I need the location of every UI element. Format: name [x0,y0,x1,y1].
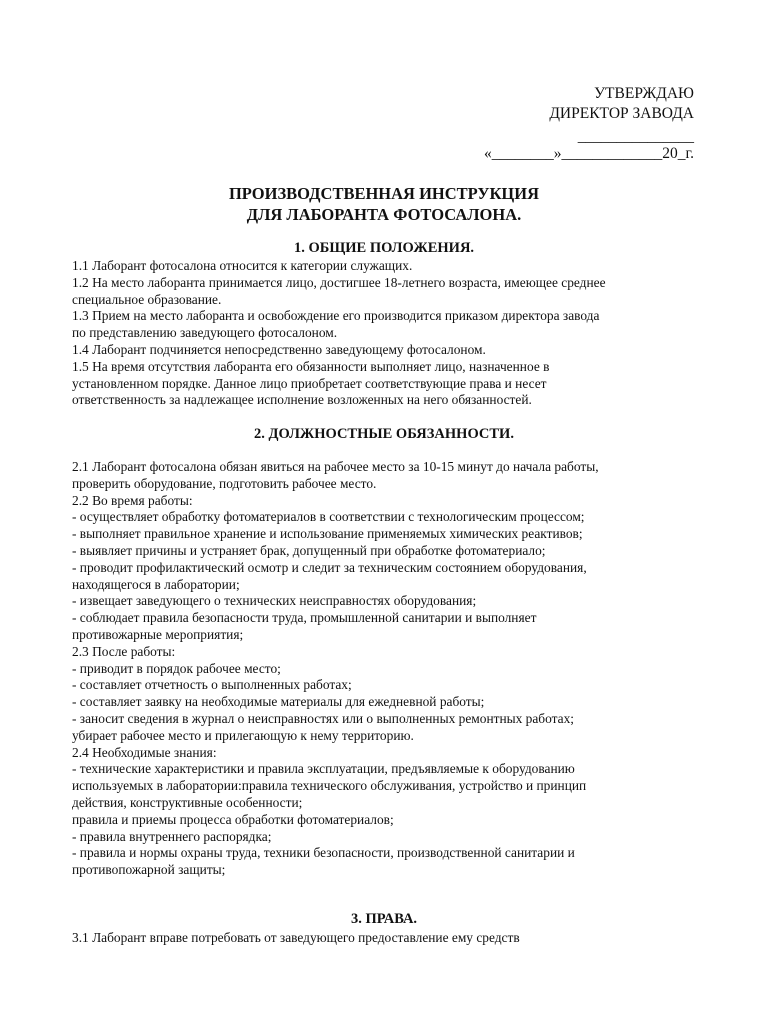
section-3-line: 3.1 Лаборант вправе потребовать от заведующего предоставление ему средств [72,930,520,945]
document-title-line-1: ПРОИЗВОДСТВЕННАЯ ИНСТРУКЦИЯ [228,184,540,203]
section-2-line: - проводит профилактический осмотр и следит за техническим состоянием оборудования, [72,559,587,575]
section-2-line: убирает рабочее место и прилегающую к нему территорию. [72,727,414,743]
section-2-line: - выявляет причины и устраняет брак, допущенный при обработке фотоматериало; [72,542,546,558]
section-1-line: 1.3 Прием на место лаборанта и освобождение его производится приказом директора завода [72,308,600,324]
section-2-line: - правила и нормы охраны труда, техники безопасности, производственной санитарии и [72,845,575,861]
section-2-line: действия, конструктивные особенности; [72,794,303,810]
section-2-line: - правила внутреннего распорядка; [72,828,272,844]
document-title [0,183,768,225]
section-1-line: по представлению заведующего фотосалоном. [72,325,338,341]
section-2-body [72,459,704,879]
section-2-line: - заносит сведения в журнал о неисправностях или о выполненных ремонтных работах; [72,710,575,726]
section-2-line: 2.4 Необходимые знания: [72,744,217,760]
section-1-line: 1.2 На место лаборанта принимается лицо, достигшее 18-летнего возраста, имеющее среднее [72,274,606,290]
section-2-line: 2.2 Во время работы: [72,492,193,508]
section-1-heading: 1. ОБЩИЕ ПОЛОЖЕНИЯ. [293,240,475,256]
section-2-line: используемых в лаборатории:правила технического обслуживания, устройство и принцип [72,778,587,794]
approval-signature-line: _______________ [577,128,694,145]
section-2-line: - выполняет правильное хранение и использование применяемых химических реактивов; [72,526,583,542]
section-2-line: 2.3 После работы: [72,643,176,659]
section-1-line: ответственность за надлежащее исполнение возложенных на него обязанностей. [72,392,532,408]
section-2-line: - технические характеристики и правила эксплуатации, предъявляемые к оборудованию [72,761,575,777]
section-2-line: - соблюдает правила безопасности труда, промышленной санитарии и выполняет [72,610,537,626]
approval-date-line: «________»_____________20_г. [484,145,694,162]
section-1-line: установленном порядке. Данное лицо приобретает соответствующие права и несет [72,375,547,391]
section-1-line: 1.1 Лаборант фотосалона относится к категории служащих. [72,258,413,273]
approval-block [484,84,694,164]
section-2-line: 2.1 Лаборант фотосалона обязан явиться на рабочее место за 10-15 минут до начала работы, [72,459,599,474]
section-2-heading: 2. ДОЛЖНОСТНЫЕ ОБЯЗАННОСТИ. [254,426,514,442]
section-2-line: - осуществляет обработку фотоматериалов в соответствии с технологическим процессом; [72,509,585,525]
approval-line-1: УТВЕРЖДАЮ [594,85,694,102]
section-3-body [72,930,704,947]
section-2-line: - составляет заявку на необходимые материалы для ежедневной работы; [72,694,485,710]
section-1-line: специальное образование. [72,291,222,307]
section-2-line: - извещает заведующего о технических неисправностях оборудования; [72,593,477,609]
section-2-line: противожарные мероприятия; [72,626,244,642]
section-3-heading: 3. ПРАВА. [350,911,418,927]
section-1-line: 1.5 На время отсутствия лаборанта его обязанности выполняет лицо, назначенное в [72,358,550,374]
approval-line-2: ДИРЕКТОР ЗАВОДА [549,105,694,122]
section-1-body [72,258,704,409]
section-2-line: находящегося в лаборатории; [72,576,240,592]
section-2-line: - приводит в порядок рабочее место; [72,660,281,676]
section-2-line: правила и приемы процесса обработки фотоматериалов; [72,811,394,827]
section-2-line: - составляет отчетность о выполненных работах; [72,677,352,693]
section-2-line: проверить оборудование, подготовить рабочее место. [72,475,377,491]
section-2-line: противопожарной защиты; [72,862,226,878]
section-1-line: 1.4 Лаборант подчиняется непосредственно заведующему фотосалоном. [72,341,486,357]
document-title-line-2: ДЛЯ ЛАБОРАНТА ФОТОСАЛОНА. [246,205,522,224]
